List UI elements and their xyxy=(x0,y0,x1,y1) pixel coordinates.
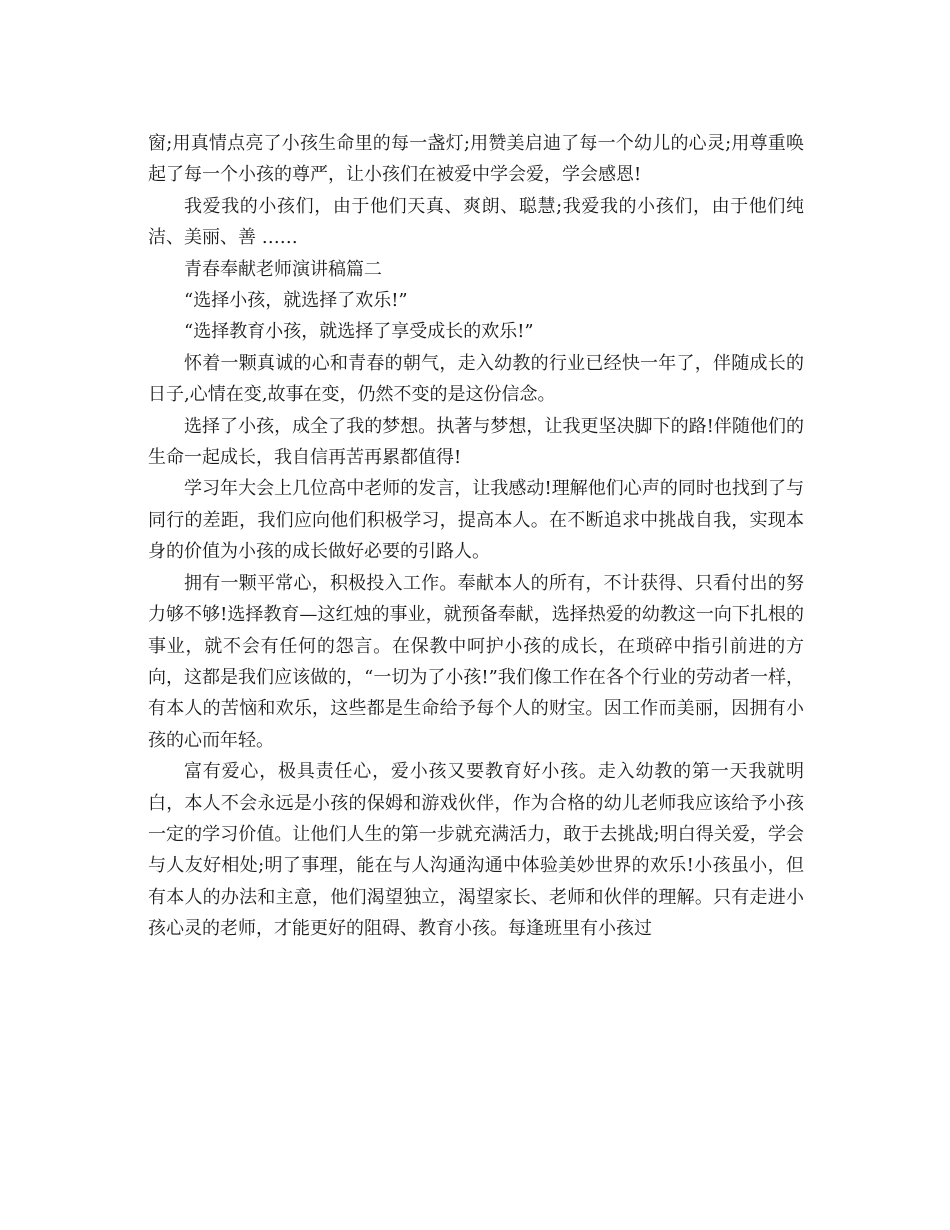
paragraph: 拥有一颗平常心，积极投入工作。奉献本人的所有，不计获得、只看付出的努力够不够!选择教育—这红烛的事业，就预备奉献，选择热爱的幼教这一向下扎根的事业，就不会有任何的怨言。在保教中呵护小孩的成长，在琐碎中指引前进的方向，这都是我们应该做的，“一切为了小孩!”我们像工作在各个行业的劳动者一样，有本人的苦恼和欢乐，这些都是生命给予每个人的财宝。因工作而美丽，因拥有小孩的心而年轻。 xyxy=(148,572,804,751)
paragraph: 窗;用真情点亮了小孩生命里的每一盏灯;用赞美启迪了每一个幼儿的心灵;用尊重唤起了每一个小孩的尊严，让小孩们在被爱中学会爱，学会感恩! xyxy=(148,133,804,186)
paragraph: 富有爱心，极具责任心，爱小孩又要教育好小孩。走入幼教的第一天我就明白，本人不会永远是小孩的保姆和游戏伙伴，作为合格的幼儿老师我应该给予小孩一定的学习价值。让他们人生的第一步就充满活力，敢于去挑战;明白得关爱，学会与人友好相处;明了事理，能在与人沟通沟通中体验美妙世界的欢乐!小孩虽小，但有本人的办法和主意，他们渴望独立，渴望家长、老师和伙伴的理解。只有走进小孩心灵的老师，才能更好的阻碍、教育小孩。每逢班里有小孩过 xyxy=(148,761,804,940)
paragraph: 选择了小孩，成全了我的梦想。执著与梦想，让我更坚决脚下的路!伴随他们的生命一起成长，我自信再苦再累都值得! xyxy=(148,415,804,469)
document-body xyxy=(148,128,804,945)
paragraph: 我爱我的小孩们，由于他们天真、爽朗、聪慧;我爱我的小孩们，由于他们纯洁、美丽、善 …… xyxy=(148,195,804,249)
section-heading: 青春奉献老师演讲稿篇二 xyxy=(184,258,382,280)
paragraph: 怀着一颗真诚的心和青春的朝气，走入幼教的行业已经快一年了，伴随成长的日子,心情在变,故事在变，仍然不变的是这份信念。 xyxy=(148,352,804,406)
quote-line: “选择小孩，就选择了欢乐!” xyxy=(184,290,408,312)
paragraph: 学习年大会上几位高中老师的发言，让我感动!理解他们心声的同时也找到了与同行的差距，我们应向他们积极学习，提高本人。在不断追求中挑战自我，实现本身的价值为小孩的成长做好必要的引路人。 xyxy=(148,478,804,563)
quote-line: “选择教育小孩，就选择了享受成长的欢乐!” xyxy=(184,321,534,343)
